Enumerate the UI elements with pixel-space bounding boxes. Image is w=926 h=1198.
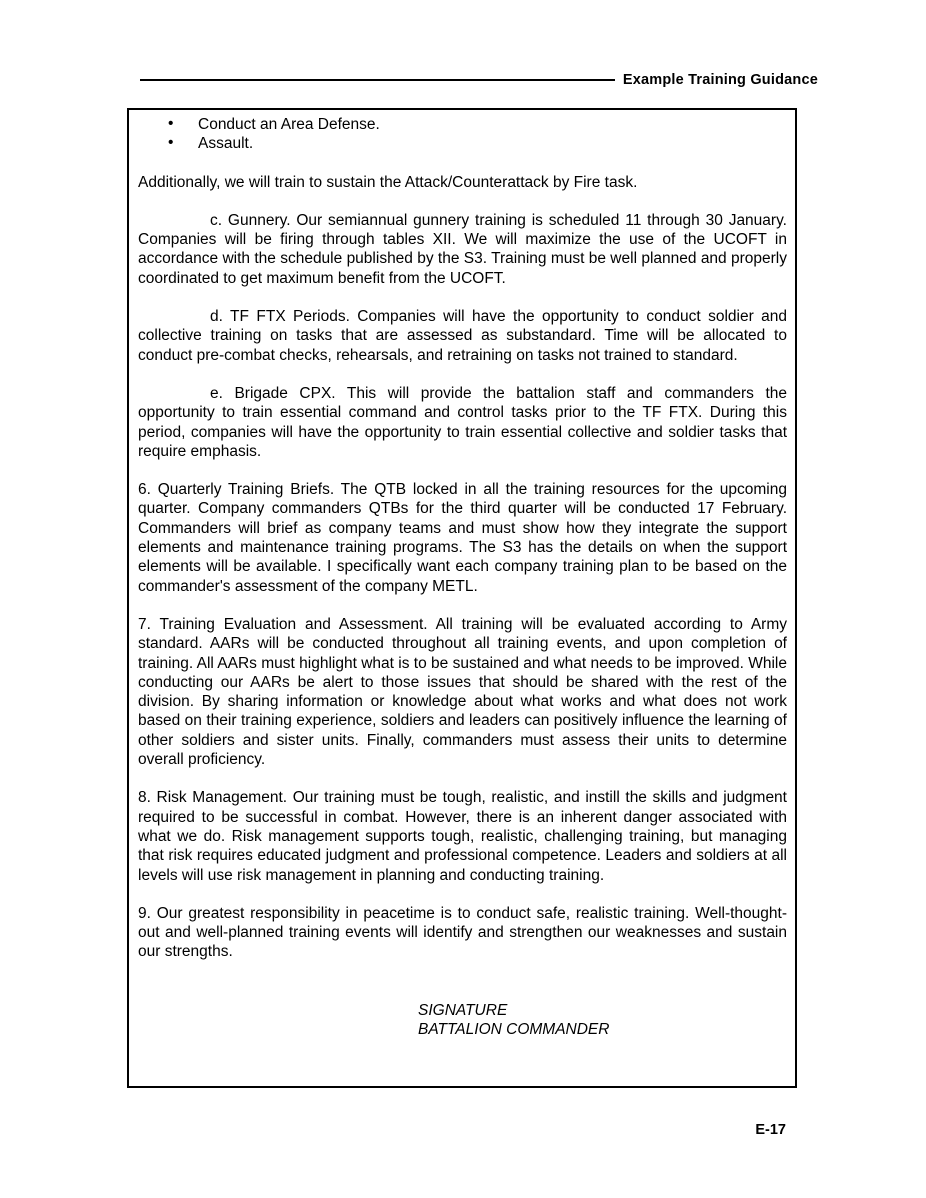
bullet-icon: • [168, 134, 174, 152]
page-header [140, 72, 818, 88]
document-content-box [127, 108, 797, 1088]
paragraph-9-responsibility: 9. Our greatest responsibility in peacetime is to conduct safe, realistic training. Well-thought-out and well-planned training events will identify and strengthen our weaknesses and sustain our strengths. [138, 904, 787, 961]
bullet-text: Assault. [198, 135, 254, 153]
paragraph-c-gunnery: c. Gunnery. Our semiannual gunnery training is scheduled 11 through 30 January. Companies will be firing through tables XII. We will maximize the use of the UCOFT in accordance with the schedule published by the S3. Training must be well planned and properly coordinated to get maximum benefit from the UCOFT. [138, 211, 787, 287]
list-item [138, 134, 787, 153]
list-item [138, 115, 787, 134]
paragraph-e-brigade-cpx: e. Brigade CPX. This will provide the battalion staff and commanders the opportunity to train essential command and control tasks prior to the TF FTX. During this period, companies will have the opportunity to train essential collective and soldier tasks that require emphasis. [138, 384, 787, 460]
paragraph-7-evaluation: 7. Training Evaluation and Assessment. All training will be evaluated according to Army standard. AARs will be conducted throughout all training events, and upon completion of training. All AARs must highlight what is to be sustained and what needs to be improved. While conducting our AARs be alert to those issues that should be shared with the rest of the division. By sharing information or knowledge about what works and what does not work based on their training experience, soldiers and leaders can positively influence the learning of other soldiers and sister units. Finally, commanders must assess their units to determine overall proficiency. [138, 615, 787, 769]
header-title: Example Training Guidance [622, 72, 818, 88]
paragraph-6-qtb: 6. Quarterly Training Briefs. The QTB locked in all the training resources for the upcoming quarter. Company commanders QTBs for the third quarter will be conducted 17 February. Commanders will brief as company teams and must show how they integrate the support elements and maintenance training programs. The S3 has the details on when the support elements will be available. I specifically want each company training plan to be based on the commander's assessment of the company METL. [138, 481, 787, 595]
page-number: E-17 [755, 1122, 786, 1138]
bullet-list [138, 115, 787, 154]
bullet-icon: • [168, 115, 174, 132]
paragraph-additionally: Additionally, we will train to sustain the Attack/Counterattack by Fire task. [138, 173, 638, 191]
signature-block [418, 1001, 787, 1040]
paragraph-d-tf-ftx: d. TF FTX Periods. Companies will have the opportunity to conduct soldier and collective training on tasks that are assessed as substandard. Time will be allocated to conduct pre-combat checks, rehearsals, and retraining on tasks not trained to standard. [138, 308, 787, 364]
bullet-text: Conduct an Area Defense. [198, 116, 380, 133]
signature-title-line: BATTALION COMMANDER [418, 1020, 610, 1038]
signature-line: SIGNATURE [418, 1001, 508, 1019]
paragraph-8-risk: 8. Risk Management. Our training must be tough, realistic, and instill the skills and judgment required to be successful in combat. However, there is an inherent danger associated with what we do. Risk management supports tough, realistic, challenging training, but managing that risk requires educated judgment and professional competence. Leaders and soldiers at all levels will use risk management in planning and conducting training. [138, 789, 787, 884]
header-rule [140, 79, 615, 81]
